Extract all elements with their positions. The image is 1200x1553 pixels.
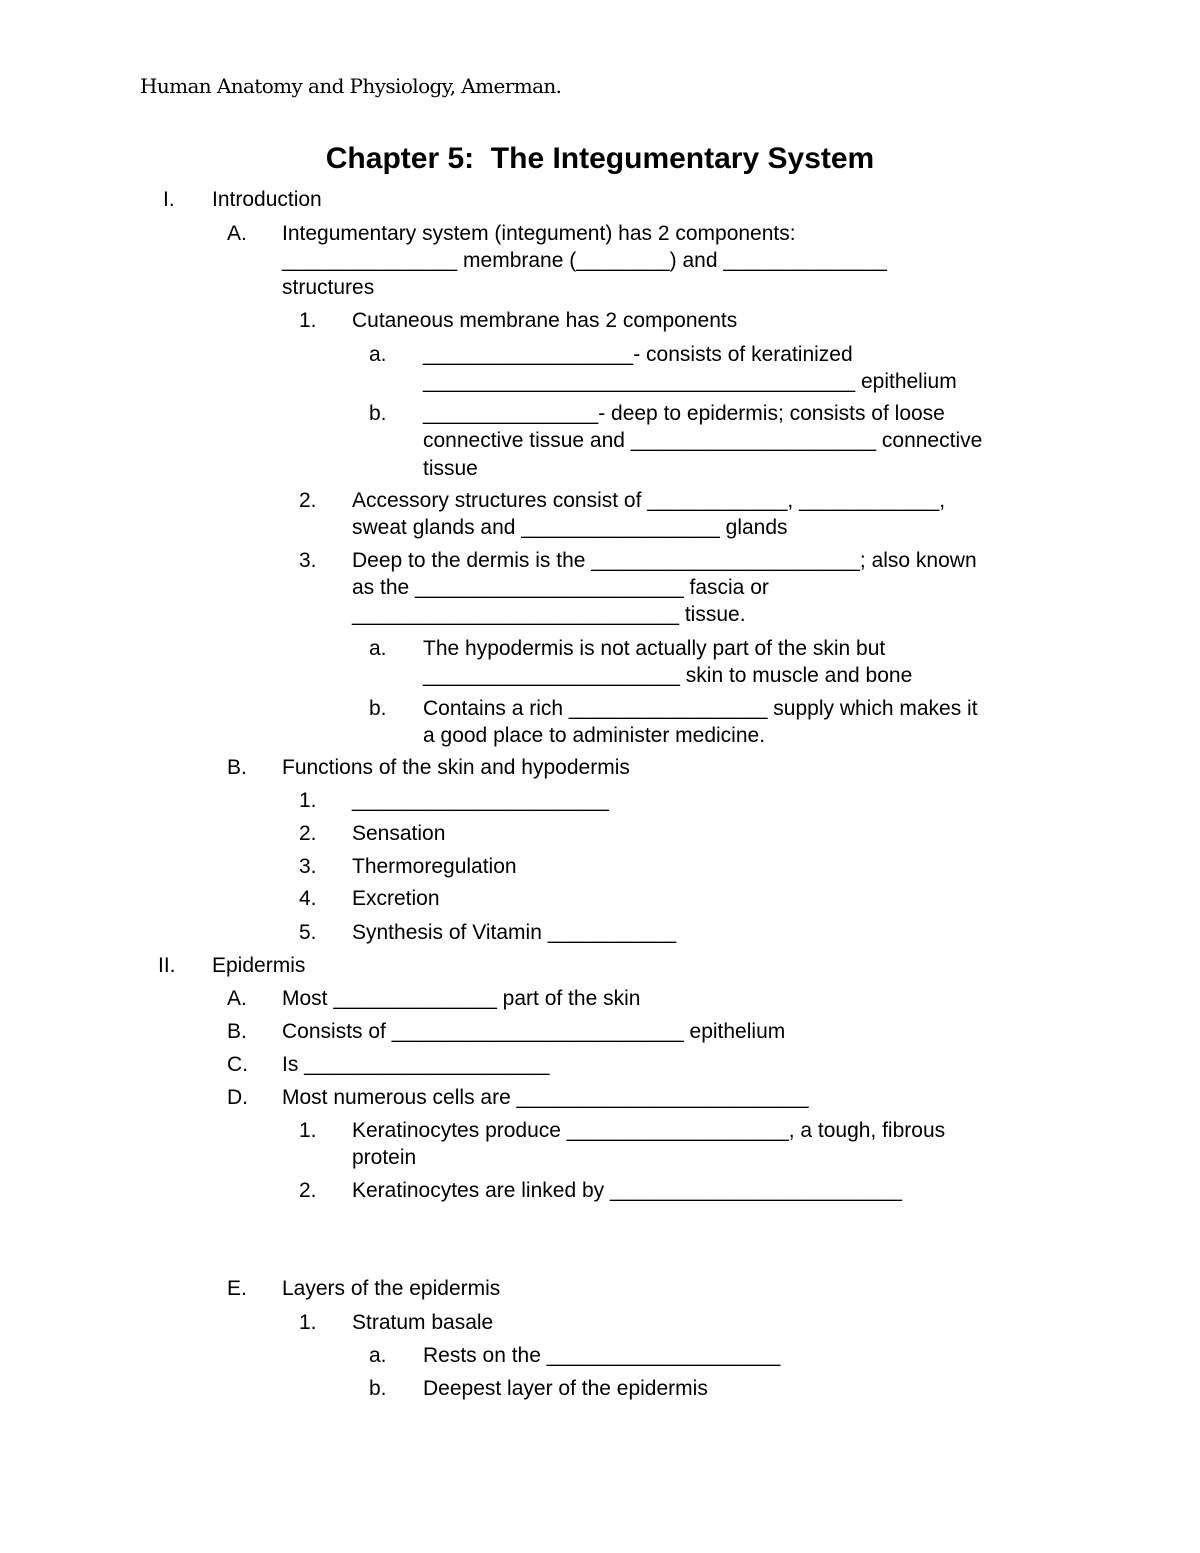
outline-marker: 2.: [299, 489, 317, 512]
outline-text: _______________ membrane (________) and ______________: [282, 249, 887, 272]
outline-marker: a.: [369, 637, 387, 660]
outline-text: Synthesis of Vitamin ___________: [352, 921, 677, 944]
outline-text: Keratinocytes produce ___________________, a tough, fibrous: [352, 1119, 946, 1142]
outline-marker: A.: [227, 987, 247, 1010]
outline-text: Deep to the dermis is the _______________________; also known: [352, 549, 977, 572]
outline-text: Rests on the ____________________: [423, 1344, 781, 1367]
outline-text: Most ______________ part of the skin: [282, 987, 641, 1010]
outline-text: Deepest layer of the epidermis: [423, 1377, 708, 1400]
outline-text: Layers of the epidermis: [282, 1277, 501, 1300]
outline-marker: I.: [163, 188, 175, 211]
outline-text: Consists of _________________________ epithelium: [282, 1020, 786, 1043]
outline-text: __________________- consists of keratinized: [423, 343, 853, 366]
outline-text: connective tissue and _____________________ connective: [423, 429, 983, 452]
outline-marker: 3.: [299, 549, 317, 572]
outline-marker: 1.: [299, 309, 317, 332]
outline-text: Introduction: [212, 188, 322, 211]
outline-marker: B.: [227, 756, 247, 779]
outline-text: Functions of the skin and hypodermis: [282, 756, 630, 779]
outline-text: Keratinocytes are linked by _________________________: [352, 1179, 902, 1202]
outline-marker: II.: [158, 954, 176, 977]
outline-text: ______________________: [352, 789, 609, 812]
outline-text: _______________- deep to epidermis; consists of loose: [423, 402, 945, 425]
outline-text: Is _____________________: [282, 1053, 550, 1076]
outline-marker: a.: [369, 1344, 387, 1367]
outline-marker: 4.: [299, 887, 317, 910]
chapter-title: Chapter 5: The Integumentary System: [325, 142, 875, 175]
outline-marker: 3.: [299, 855, 317, 878]
outline-text: Contains a rich _________________ supply which makes it: [423, 697, 978, 720]
outline-marker: C.: [227, 1053, 248, 1076]
outline-marker: B.: [227, 1020, 247, 1043]
document-header: Human Anatomy and Physiology, Amerman.: [140, 74, 562, 98]
outline-marker: a.: [369, 343, 387, 366]
outline-text: as the _______________________ fascia or: [352, 576, 769, 599]
outline-text: sweat glands and _________________ glands: [352, 516, 788, 539]
outline-marker: b.: [369, 402, 387, 425]
outline-marker: b.: [369, 1377, 387, 1400]
outline-marker: 1.: [299, 1119, 317, 1142]
outline-marker: 1.: [299, 789, 317, 812]
outline-marker: A.: [227, 222, 247, 245]
outline-text: Stratum basale: [352, 1311, 494, 1334]
outline-text: Accessory structures consist of ____________, ____________,: [352, 489, 946, 512]
outline-text: Cutaneous membrane has 2 components: [352, 309, 738, 332]
outline-marker: D.: [227, 1086, 248, 1109]
outline-text: structures: [282, 276, 375, 299]
outline-text: a good place to administer medicine.: [423, 724, 766, 747]
outline-marker: E.: [227, 1277, 247, 1300]
outline-text: Excretion: [352, 887, 440, 910]
outline-text: protein: [352, 1146, 417, 1169]
outline-marker: 2.: [299, 822, 317, 845]
outline-text: The hypodermis is not actually part of the skin but: [423, 637, 886, 660]
outline-text: Integumentary system (integument) has 2 components:: [282, 222, 796, 245]
outline-marker: 5.: [299, 921, 317, 944]
outline-text: _____________________________________ epithelium: [423, 370, 957, 393]
outline-text: Sensation: [352, 822, 446, 845]
outline-marker: b.: [369, 697, 387, 720]
outline-text: ______________________ skin to muscle and bone: [423, 664, 913, 687]
outline-text: Most numerous cells are _________________________: [282, 1086, 809, 1109]
outline-text: ____________________________ tissue.: [352, 603, 746, 626]
outline-marker: 2.: [299, 1179, 317, 1202]
outline-marker: 1.: [299, 1311, 317, 1334]
outline-text: Thermoregulation: [352, 855, 517, 878]
outline-text: Epidermis: [212, 954, 306, 977]
outline-text: tissue: [423, 457, 478, 480]
